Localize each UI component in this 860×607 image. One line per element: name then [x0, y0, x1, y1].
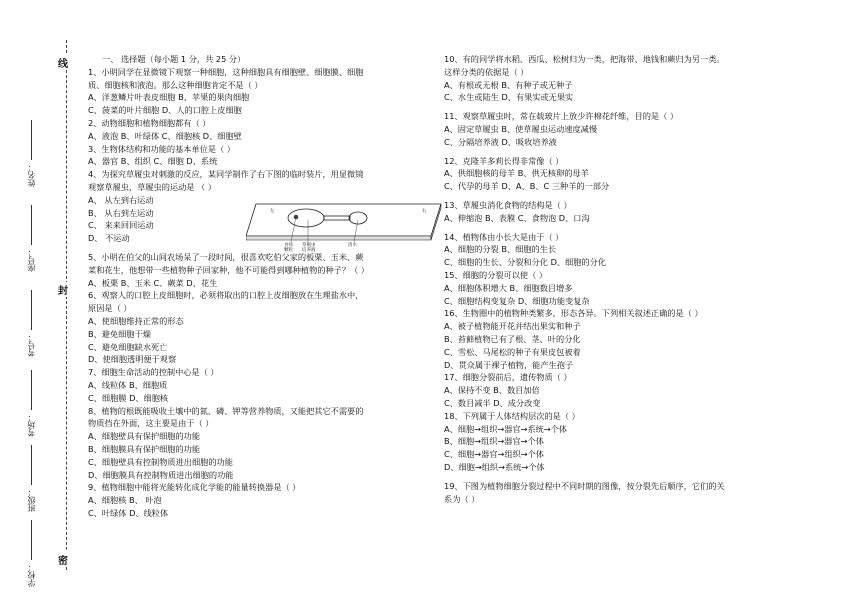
left-question-line: 菜和花生，他想带一些植物种子回家种，他不可能得到哪种植物的种子？（ ） — [88, 264, 369, 275]
left-question-line: C、避免细胞缺水死亡 — [88, 341, 168, 352]
left-question-line: A、线粒体 B、细胞质 — [88, 379, 168, 390]
left-question-line: B、 从右到左运动 — [88, 207, 154, 218]
right-question-line: A、细胞的分裂 B、细胞的生长 — [444, 244, 557, 255]
right-question-line: B、细胞→组织→器官→个体 — [444, 436, 544, 447]
room-field-label: 考场： — [27, 413, 36, 437]
right-question-line: D、细胞→组织→系统→个体 — [444, 461, 545, 472]
left-question-line: 质、细胞核和液泡。那么这种细胞肯定不是（ ） — [88, 79, 263, 90]
left-option-line: A、 从左到右运动 — [88, 194, 154, 205]
right-question-line: 14、植物体由小长大是由于（ ） — [444, 231, 564, 242]
left-question-line: 1、小明同学在显微镜下观察一种细胞，这种细胞具有细胞壁、细胞膜、细胞 — [88, 66, 364, 77]
fig-label-right: 右 — [422, 208, 427, 214]
left-question-line: C、菠菜的叶片细胞 D、人的口腔上皮细胞 — [88, 105, 242, 116]
left-question-line: 9、植物细胞中能将光能转化成化学能的能量转换器是（ ） — [88, 482, 301, 493]
name-field-label: 姓名： — [27, 163, 36, 187]
left-question-line: A、使细胞维持正常的形态 — [88, 315, 184, 326]
fig-label-grain: 颗粒 — [284, 247, 293, 252]
right-question-line: 这样分类的依据是（ ） — [444, 66, 529, 77]
right-question-line: A、被子植物能开花并结出果实和种子 — [444, 321, 581, 332]
seat-field[interactable] — [26, 205, 37, 272]
exam-no-field[interactable] — [26, 290, 37, 357]
right-question-line: 16、生物圈中的植物种类繁多，形态各异。下列相关叙述正确的是（ ） — [444, 308, 703, 319]
left-question-line: B、细胞膜具有保护细胞的功能 — [88, 443, 201, 454]
seat-field-label: 座号： — [27, 248, 36, 272]
right-question-line: 11、观察草履虫时，常在载玻片上放少许棉花纤维，目的是（ ） — [444, 111, 679, 122]
right-question-line: C、水生或陆生 D、有果实或无果实 — [444, 92, 574, 103]
right-question-line: 13、草履虫消化食物的结构是（ ） — [444, 199, 572, 210]
left-question-line: 5、小明在伯父的山间农场呆了一段时间，很喜欢吃伯父家的板栗、玉米、蕨 — [88, 251, 364, 262]
seal-char-3: 密 — [58, 552, 68, 567]
left-question-line: C、 来来回回运动 — [88, 220, 154, 231]
left-question-line: 原因是（ ） — [88, 303, 132, 314]
left-column — [88, 53, 433, 520]
right-question-line: 12、克隆羊多莉长得非常像（ ） — [444, 155, 564, 166]
left-question-line: C、细胞壁具有控制物质进出细胞的功能 — [88, 456, 233, 467]
left-question-line: A、细胞核 B、 叶泡 — [88, 495, 162, 506]
right-question-line: A、有根或无根 B、有种子或无种子 — [444, 79, 573, 90]
right-question-line: 18、下列属于人体结构层次的是（ ） — [444, 410, 580, 421]
left-question-line: A、洋葱鳞片叶表皮细胞 B、苹果的果肉细胞 — [88, 92, 250, 103]
left-question-line: A、细胞壁具有保护细胞的功能 — [88, 431, 201, 442]
left-question-line: 物质挡在外面，这主要是由于（ ） — [88, 418, 214, 429]
right-question-line: C、代孕的母羊 D、A、B、C 三种羊的一部分 — [444, 181, 610, 192]
slide-figure — [246, 192, 451, 252]
right-question-line: 19、下图为植物细胞分裂过程中不同时期的图像，按分裂先后顺序，它们的关 — [444, 480, 725, 491]
right-question-line: A、供细胞核的母羊 B、供无核卵的母羊 — [444, 168, 589, 179]
right-question-line: 17、细胞分裂前后，遗传物质（ ） — [444, 372, 572, 383]
right-question-line: 15、细胞的分裂可以使（ ） — [444, 269, 548, 280]
left-question-line: 观察草履虫，草履虫的运动是 （ ） — [88, 181, 217, 192]
left-question-line: 7、细胞生命活动的控制中心是（ ） — [88, 367, 219, 378]
room-field[interactable] — [26, 370, 37, 437]
right-question-line: 10、有的同学将水稻、西瓜、松树归为一类，把海带、地钱和蕨归为另一类。 — [444, 54, 725, 64]
right-question-line: C、细胞的生长、分裂和分化 D、细胞的分化 — [444, 257, 606, 268]
paramecium-slide-diagram — [246, 192, 451, 252]
left-question-line: D、 不运动 — [88, 233, 130, 244]
right-question-line: A、细胞→组织→器官→系统→个体 — [444, 423, 568, 434]
fig-label-salt: 食盐 — [284, 242, 293, 248]
left-question-line: 4、为探究草履虫对刺激的反应，某同学制作了右下图的临时装片，用显微镜 — [88, 169, 364, 180]
left-question-line: C、细胞膜 D、细胞核 — [88, 392, 169, 403]
name-field[interactable] — [26, 120, 37, 187]
left-question-line: D、使细胞透明便于观察 — [88, 354, 177, 365]
right-question-line: C、细胞→器官→组织→个体 — [444, 449, 544, 460]
fig-label-water: 清水 — [348, 242, 357, 248]
seal-char-1: 线 — [58, 55, 68, 70]
left-question-line: D、细胞膜具有控制物质进出细胞的功能 — [88, 469, 234, 480]
school-field-label: 学校： — [27, 563, 36, 587]
class-field-label: 班级： — [27, 488, 36, 512]
fig-label-paramecium: 草履虫 — [302, 242, 316, 248]
right-question-line: A、固定草履虫 B、使草履虫运动速度减慢 — [444, 123, 598, 134]
seal-line — [66, 40, 67, 570]
right-question-line: A、保持不变 B、数目加倍 — [444, 385, 540, 396]
left-question-line: 8、植物的根既能吸收土壤中的氮、磷、钾等营养物质，又能把其它不需要的 — [88, 405, 364, 416]
right-question-line: A、伸缩泡 B、表膜 C、食物泡 D、口沟 — [444, 212, 590, 223]
right-question-line: C、数目减半 D、成分改变 — [444, 397, 541, 408]
seal-char-2: 封 — [58, 282, 68, 297]
left-question-line: 2、动物细胞和植物细胞都有（ ） — [88, 117, 211, 128]
left-question-line: C、叶绿体 D、线粒体 — [88, 507, 169, 518]
right-question-line: B、苔藓植物已有了根、茎、叶的分化 — [444, 333, 581, 344]
fig-label-culture: 培养液 — [302, 247, 316, 252]
right-question-line: A、细胞体积增大 B、细胞数目增多 — [444, 282, 573, 293]
exam-no-field-label: 考号： — [27, 333, 36, 357]
left-question-line: B、避免细胞干燥 — [88, 328, 151, 339]
left-question-line: A、液泡 B、叶绿体 C、细胞核 D、细胞壁 — [88, 130, 242, 141]
left-question-line: 3、生物体结构和功能的基本单位是（ ） — [88, 143, 235, 154]
right-question-line: C、细胞结构变复杂 D、细胞功能变复杂 — [444, 295, 590, 306]
right-question-line: C、雪松、马尾松的种子有果皮包被着 — [444, 346, 581, 357]
right-column — [444, 53, 844, 505]
right-question-line: D、贯众属于裸子植物，能产生孢子 — [444, 359, 574, 370]
left-question-line: A、板栗 B、玉米 C、蕨菜 D、花生 — [88, 277, 218, 288]
right-question-line: C、分隔培养液 D、吸收培养液 — [444, 136, 557, 147]
right-question-line: 系为（ ） — [444, 493, 480, 504]
school-field[interactable] — [26, 520, 37, 587]
fig-label-left: 左 — [270, 208, 275, 214]
binding-margin — [0, 0, 80, 607]
left-question-line: A、器官 B、组织 C、细胞 D、系统 — [88, 156, 218, 167]
section-heading: 一、 选择题（每小题 1 分，共 25 分） — [102, 54, 246, 64]
class-field[interactable] — [26, 445, 37, 512]
left-question-line: 6、观察人的口腔上皮细胞时，必须将取出的口腔上皮细胞放在生理盐水中， — [88, 290, 364, 301]
